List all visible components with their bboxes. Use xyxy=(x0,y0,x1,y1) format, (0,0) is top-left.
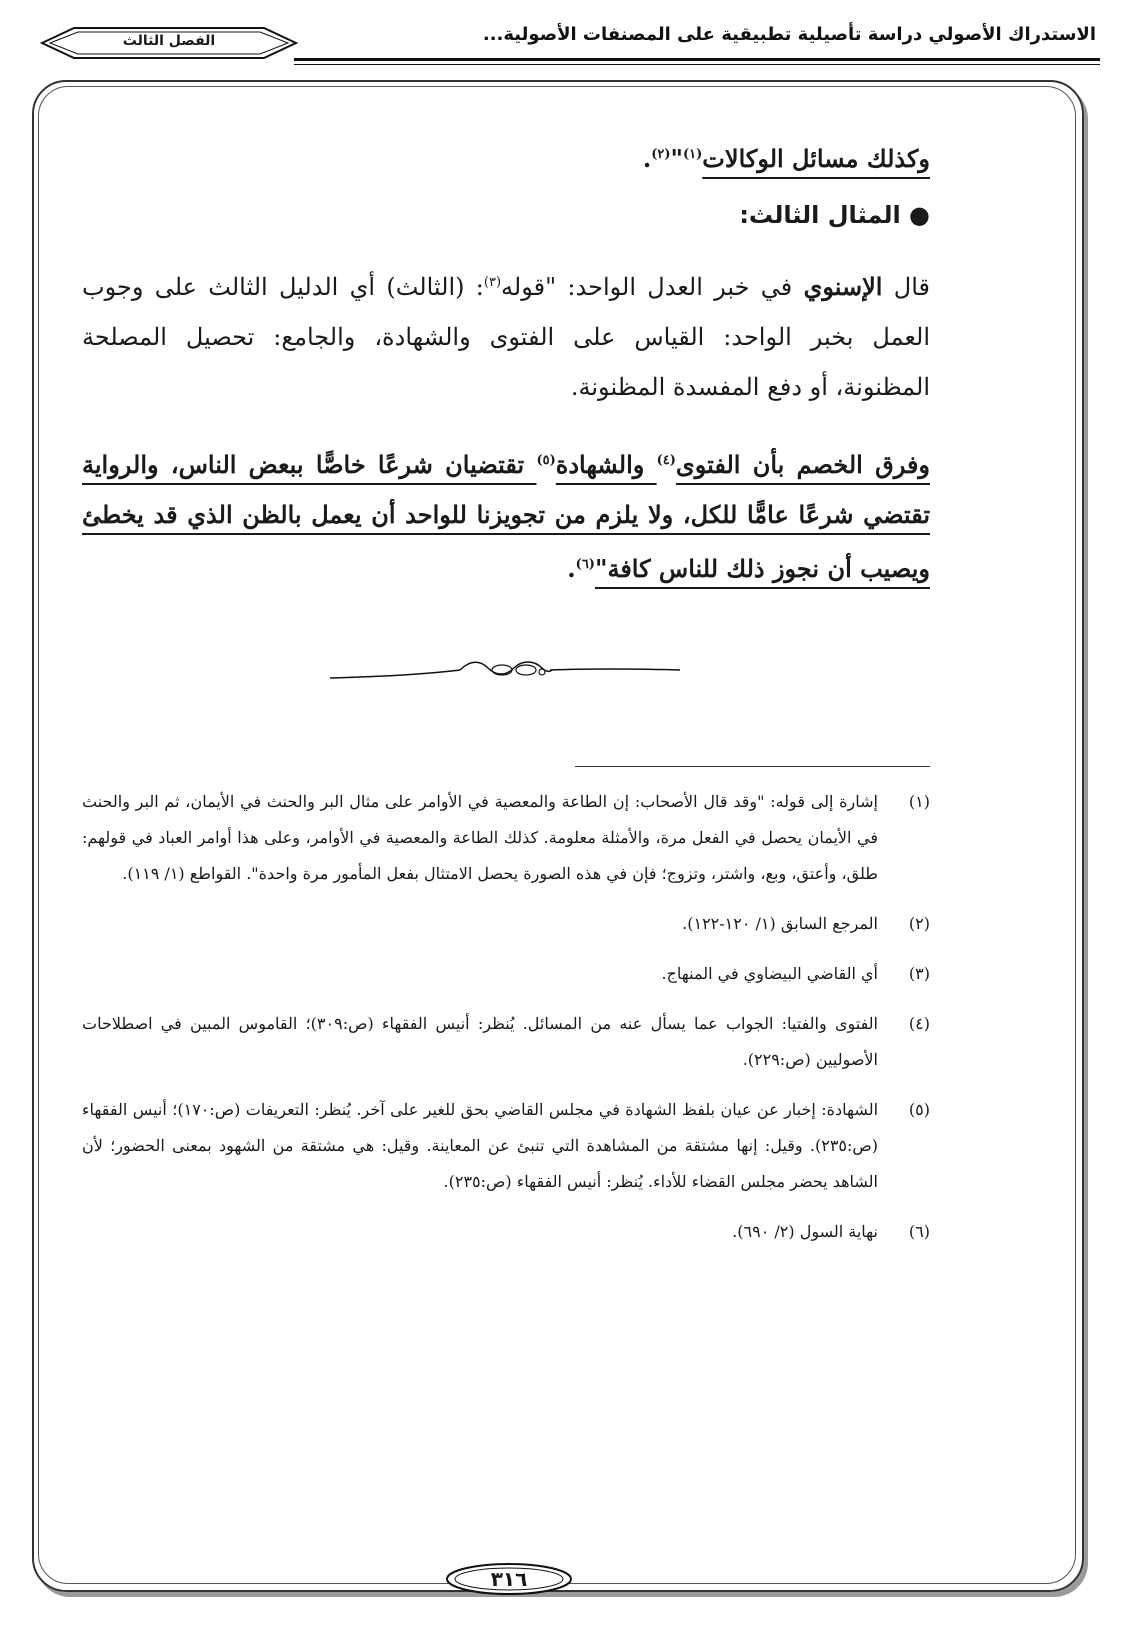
footnote-ref-1[interactable]: (١) xyxy=(683,147,703,162)
p3-part-c: : (الثالث) أي الدليل الثالث على وجوب العمل بخبر الواحد: القياس على الفتوى والشهادة، والجامع: تحصيل المصلحة المظنونة، أو دفع المفسدة المظنونة. xyxy=(82,273,930,401)
footnote-text: نهاية السول (٢/ ٦٩٠). xyxy=(732,1222,878,1241)
p3-part-b: في خبر العدل الواحد: "قوله xyxy=(501,273,804,301)
footnote-ref-2[interactable]: (٢) xyxy=(651,147,671,162)
footnote-ref-6[interactable]: (٦) xyxy=(575,557,595,572)
header-rule-thin xyxy=(294,64,1100,65)
footnote-number: (٤) xyxy=(908,1014,930,1033)
chapter-title: الفصل الثالث xyxy=(122,33,216,49)
p1-text: وكذلك مسائل الوكالات xyxy=(702,144,930,173)
footnote-2 xyxy=(82,906,930,942)
p4-part-b: والشهادة xyxy=(555,450,657,479)
footnote-separator xyxy=(575,766,930,767)
footnote-number: (١) xyxy=(908,792,930,811)
footnote-5 xyxy=(82,1092,930,1200)
footnote-number: (٢) xyxy=(908,914,930,933)
page-number xyxy=(444,1561,574,1597)
footnote-3 xyxy=(82,956,930,992)
footnote-4 xyxy=(82,1006,930,1078)
p3-part-a: قال xyxy=(882,273,930,301)
chapter-label xyxy=(34,24,304,62)
footnote-1 xyxy=(82,784,930,892)
footnote-6 xyxy=(82,1214,930,1250)
footnote-ref-3[interactable]: (٣) xyxy=(483,275,502,290)
footnote-text: إشارة إلى قوله: "وقد قال الأصحاب: إن الطاعة والمعصية في الأوامر على مثال البر والحنث في الأيمان، ثم البر والحنث في الأيمان يحصل في الفعل مرة، والأمثلة معلومة. كذلك الطاعة والمعصية في الأوامر، وعلى هذا أوامر العباد في قولهم: طلق، وأعتق، وبع، واشتر، وتزوج؛ فإن في هذه الصورة يحصل الامتثال بفعل المأمور مرة واحدة". القواطع (١/ ١١٩). xyxy=(82,792,879,883)
footnote-number: (٦) xyxy=(908,1222,930,1241)
paragraph-4 xyxy=(82,436,930,594)
footnote-number: (٣) xyxy=(908,964,930,983)
p1-end: . xyxy=(642,144,652,173)
paragraph-3 xyxy=(82,258,930,412)
author-name: الإسنوي xyxy=(803,272,883,301)
header-rule xyxy=(294,58,1100,61)
footnote-ref-4[interactable]: (٤) xyxy=(656,453,676,468)
footnotes xyxy=(82,784,930,1264)
ornament-divider xyxy=(330,652,680,692)
p1-quote: " xyxy=(670,144,683,173)
footnote-number: (٥) xyxy=(908,1100,930,1119)
p4-end: . xyxy=(567,554,576,583)
paragraph-1 xyxy=(643,130,930,184)
page-header xyxy=(24,18,1100,66)
footnote-text: الفتوى والفتيا: الجواب عما يسأل عنه من المسائل. يُنظر: أنيس الفقهاء (ص:٣٠٩)؛ القاموس المبين في اصطلاحات الأصوليين (ص:٢٢٩). xyxy=(82,1014,878,1069)
section-heading: ● المثال الثالث: xyxy=(739,201,930,229)
page-number-text: ٣١٦ xyxy=(490,1567,528,1591)
footnote-text: الشهادة: إخبار عن عيان بلفظ الشهادة في مجلس القاضي بحق للغير على آخر. يُنظر: التعريفات (ص:١٧٠)؛ أنيس الفقهاء (ص:٢٣٥). وقيل: إنها مشتقة من المشاهدة التي تنبئ عن المعاينة. وقيل: هي مشتقة من الشهود بمعنى الحضور؛ لأن الشاهد يحضر مجلس القضاء للأداء. يُنظر: أنيس الفقهاء (ص:٢٣٥). xyxy=(82,1100,879,1191)
footnote-text: أي القاضي البيضاوي في المنهاج. xyxy=(661,964,878,983)
footnote-text: المرجع السابق (١/ ١٢٠-١٢٢). xyxy=(682,914,878,933)
book-title: الاستدراك الأصولي دراسة تأصيلية تطبيقية على المصنفات الأصولية... xyxy=(482,24,1096,45)
p4-part-c: تقتضيان شرعًا خاصًّا ببعض الناس، والرواية تقتضي شرعًا عامًّا للكل، ولا يلزم من تجويزنا للواحد أن يعمل بالظن الذي قد يخطئ ويصيب أن نجوز ذلك للناس كافة" xyxy=(82,450,930,583)
p4-part-a: وفرق الخصم بأن الفتوى xyxy=(675,450,931,479)
footnote-ref-5[interactable]: (٥) xyxy=(536,453,556,468)
